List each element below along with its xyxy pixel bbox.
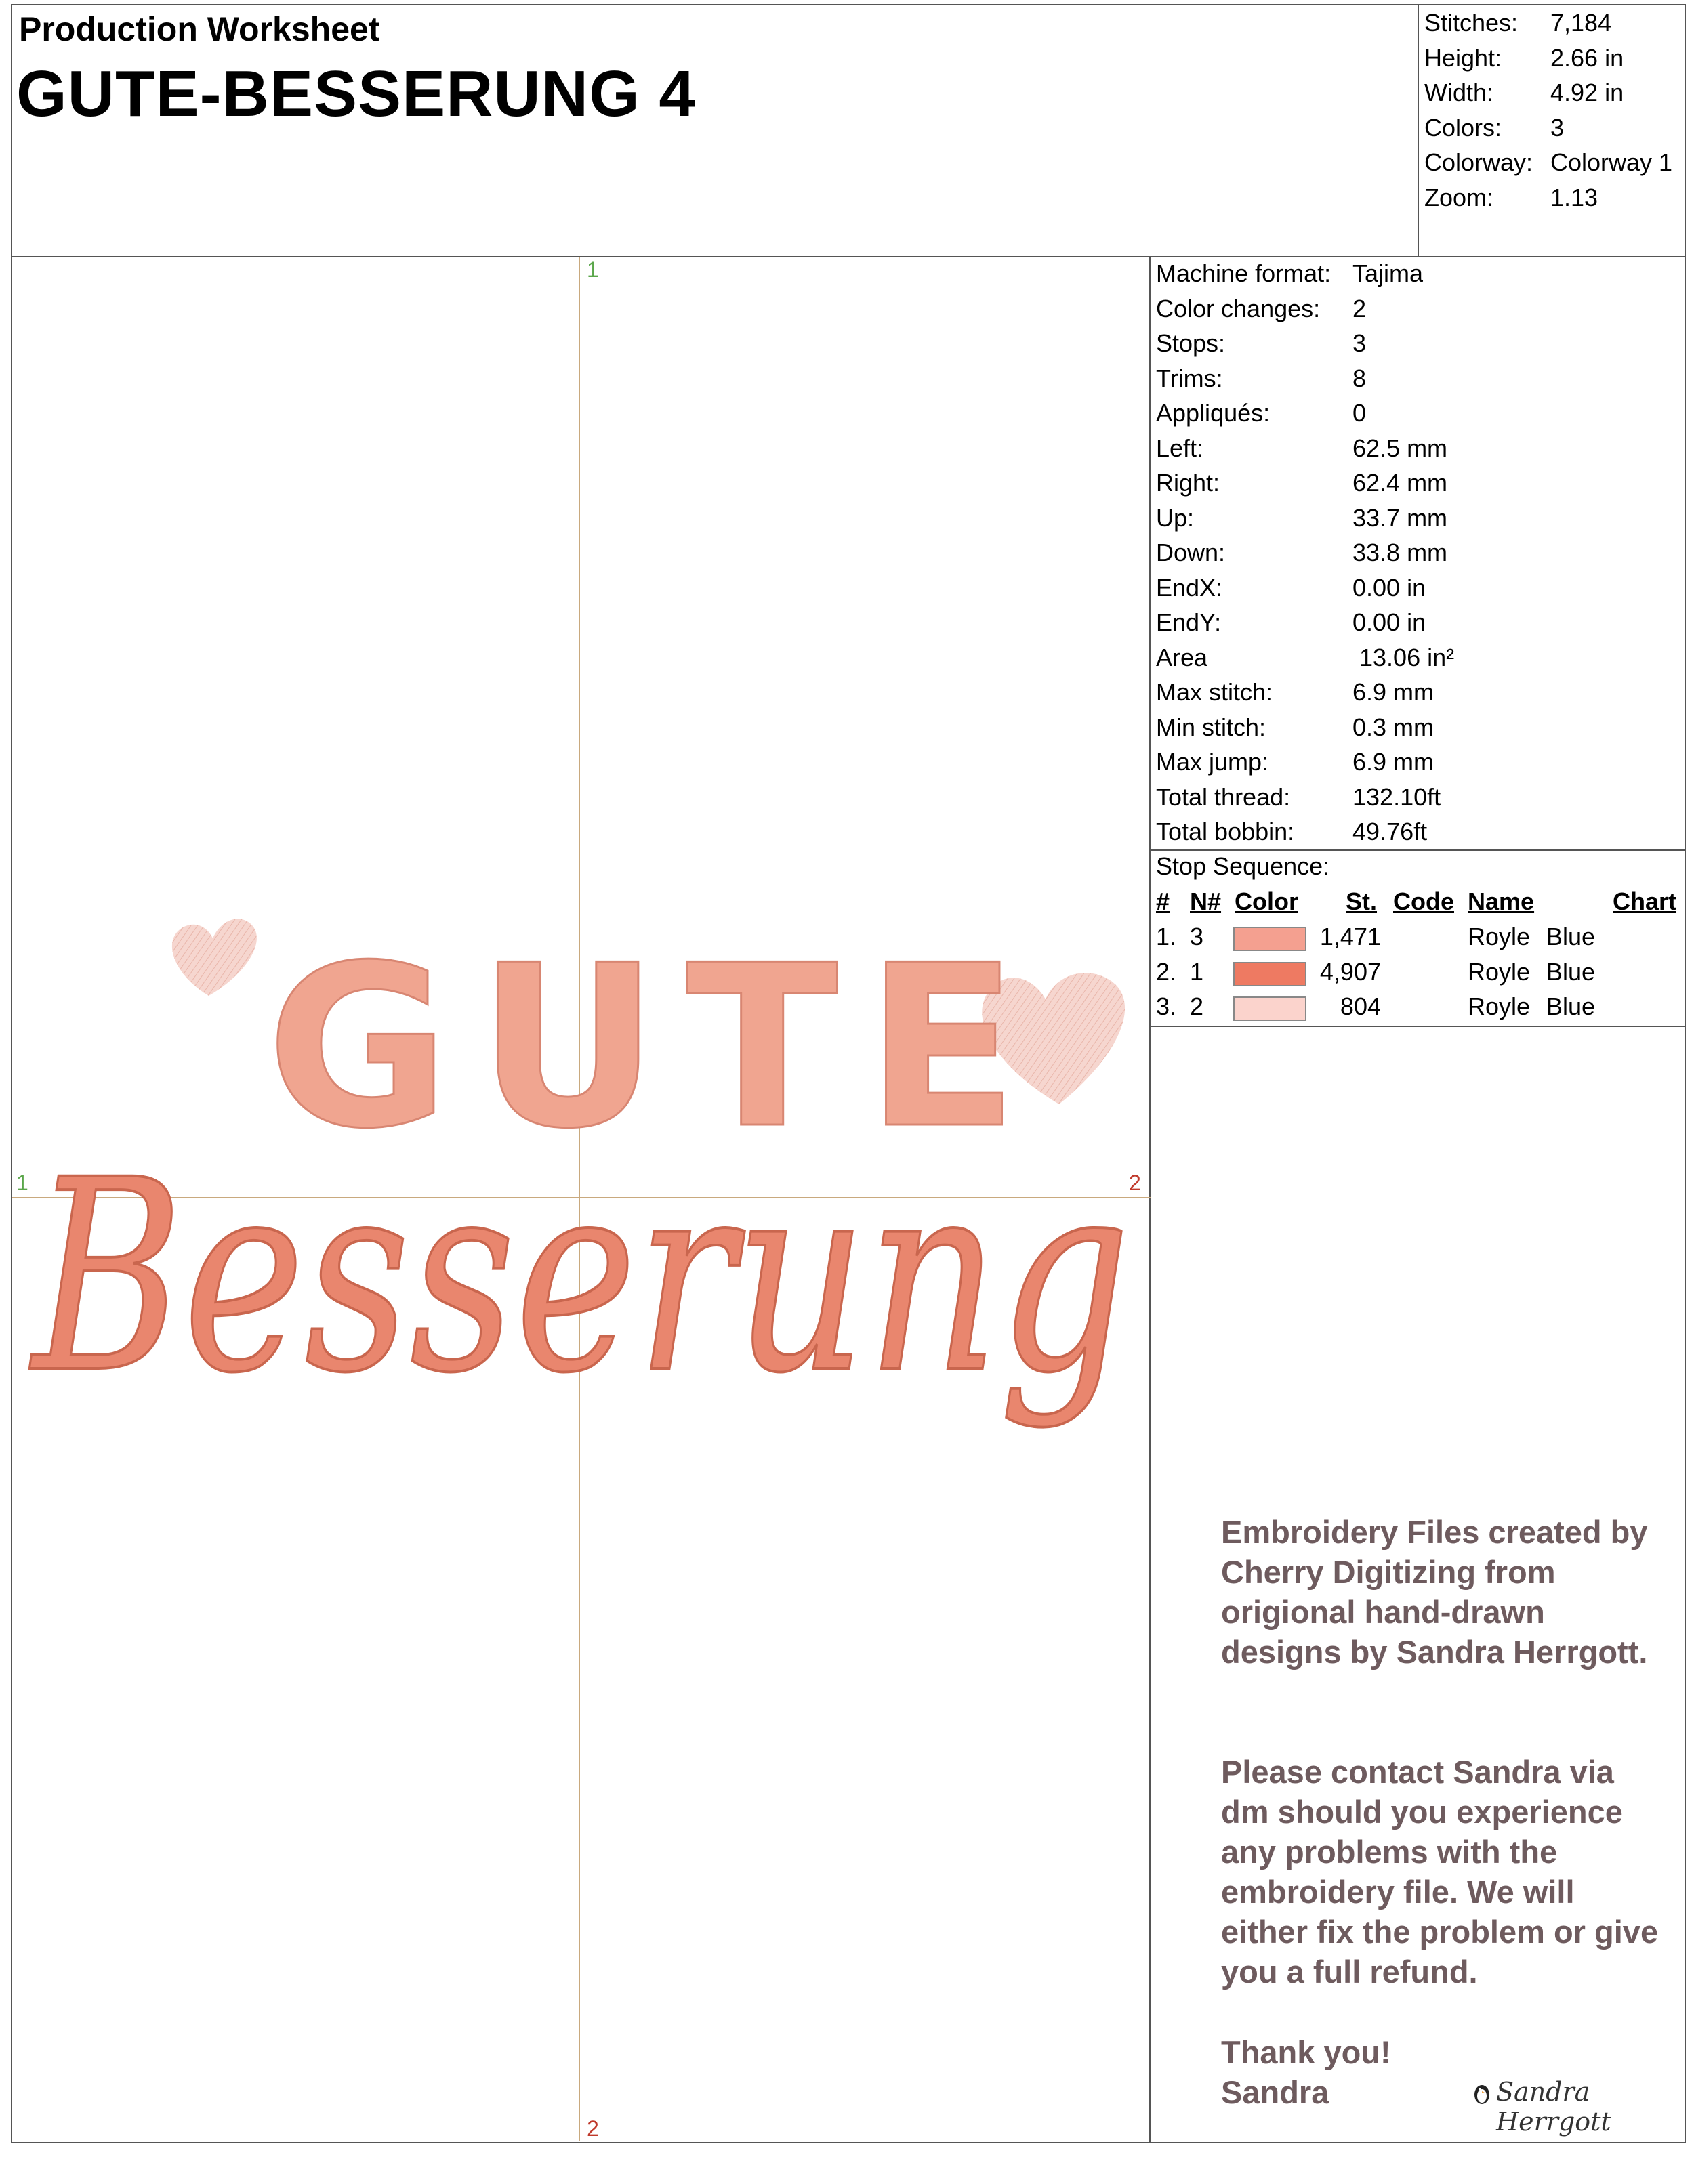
stat-value: 49.76ft [1352, 818, 1428, 845]
summary-value: Colorway 1 [1550, 148, 1673, 176]
thread-chart: Blue [1546, 992, 1596, 1020]
stat-row [1156, 710, 1454, 745]
stat-row [1156, 605, 1454, 640]
stat-row [1156, 431, 1454, 466]
guide-label-right: 2 [1129, 1171, 1141, 1195]
row-number: 3. [1156, 992, 1177, 1020]
worksheet-label: Production Worksheet [19, 10, 380, 48]
guide-label-top: 1 [587, 257, 599, 282]
stat-row [1156, 501, 1454, 536]
note-sign-line: Sandra [1221, 2074, 1329, 2110]
summary-row [1424, 180, 1672, 215]
summary-label: Colorway: [1424, 148, 1533, 176]
stat-row [1156, 640, 1454, 675]
summary-label: Zoom: [1424, 183, 1494, 211]
embroidery-design [12, 840, 1148, 1517]
stat-value: 6.9 mm [1352, 678, 1434, 706]
note-thanks-line: Thank you! [1221, 2034, 1391, 2070]
color-swatch [1233, 962, 1306, 986]
stat-value: 0 [1352, 399, 1367, 427]
stat-value: Tajima [1352, 259, 1424, 287]
stat-value: 6.9 mm [1352, 748, 1434, 776]
stat-label: Machine format: [1156, 259, 1331, 287]
stop-sequence-title: Stop Sequence: [1156, 852, 1330, 880]
summary-value: 3 [1550, 113, 1565, 142]
summary-stats [1424, 5, 1672, 215]
guide-label-left: 1 [16, 1171, 28, 1195]
summary-row [1424, 75, 1672, 110]
thread-chart: Blue [1546, 923, 1596, 950]
thread-name: Royle [1468, 923, 1531, 950]
stat-row [1156, 326, 1454, 361]
summary-row [1424, 145, 1672, 180]
summary-row [1424, 110, 1672, 146]
needle-number: 3 [1190, 923, 1204, 950]
stat-row [1156, 291, 1454, 327]
stat-row [1156, 814, 1454, 849]
stat-row [1156, 675, 1454, 710]
row-number: 1. [1156, 923, 1177, 950]
stat-label: Down: [1156, 539, 1226, 566]
stat-value: 33.8 mm [1352, 539, 1448, 566]
stat-value: 0.00 in [1352, 573, 1426, 602]
stat-value: 13.06 in² [1352, 643, 1455, 671]
heart-left-icon [172, 919, 257, 996]
note-text: Please contact Sandra via dm should you experience any problems with the embroidery file. We will either fix the problem or give you a full refund. [1221, 1754, 1659, 1990]
stats-divider [1149, 256, 1151, 2143]
stat-row [1156, 780, 1454, 815]
stat-row [1156, 396, 1454, 431]
summary-label: Width: [1424, 79, 1494, 106]
color-swatch [1233, 996, 1306, 1021]
stat-row [1156, 744, 1454, 780]
stat-row [1156, 535, 1454, 570]
color-swatch [1233, 927, 1306, 951]
note-paragraph-2 [1221, 1752, 1668, 1992]
summary-value: 2.66 in [1550, 43, 1624, 72]
col-header-name: Name [1468, 887, 1535, 915]
design-word-gute: GUTE [266, 917, 1046, 1177]
row-number: 2. [1156, 957, 1177, 986]
stat-label: Area [1156, 643, 1208, 671]
stitch-count: 1,471 [1319, 923, 1381, 950]
col-header-stitches: St. [1346, 887, 1378, 915]
col-header-code: Code [1393, 887, 1454, 915]
col-header-color: Color [1235, 887, 1298, 915]
stat-label: Total bobbin: [1156, 818, 1295, 845]
stat-value: 0.3 mm [1352, 713, 1434, 741]
thread-name: Royle [1468, 992, 1531, 1020]
stat-label: Max jump: [1156, 748, 1269, 776]
col-header-chart: Chart [1613, 887, 1677, 915]
thread-name: Royle [1468, 957, 1531, 986]
summary-value: 4.92 in [1550, 79, 1624, 106]
stat-label: Appliqués: [1156, 399, 1270, 427]
stat-row [1156, 465, 1454, 501]
note-paragraph-1 [1221, 1512, 1655, 1672]
summary-divider [1418, 4, 1419, 257]
design-word-besserung: Besserung [29, 1123, 1130, 1431]
needle-number: 2 [1190, 992, 1204, 1020]
stop-bottom-divider [1149, 1026, 1686, 1027]
machine-stats [1156, 256, 1454, 849]
stat-label: Left: [1156, 434, 1204, 462]
stat-label: Stops: [1156, 329, 1226, 357]
note-text: Embroidery Files created by Cherry Digitizing from origional hand-drawn designs by Sandra Herrgott. [1221, 1514, 1648, 1670]
needle-number: 1 [1190, 957, 1204, 986]
stat-label: Color changes: [1156, 294, 1321, 322]
stat-value: 2 [1352, 294, 1367, 322]
summary-label: Colors: [1424, 113, 1502, 142]
col-header-needle: N# [1190, 887, 1222, 915]
stat-value: 3 [1352, 329, 1367, 357]
stat-label: Up: [1156, 503, 1195, 532]
footer-divider [11, 2142, 1686, 2143]
thread-chart: Blue [1546, 957, 1596, 986]
stat-label: Trims: [1156, 364, 1223, 392]
summary-label: Stitches: [1424, 9, 1519, 37]
stat-label: EndY: [1156, 608, 1222, 636]
penguin-icon [1472, 2081, 1492, 2105]
stat-row [1156, 570, 1454, 606]
stat-label: Max stitch: [1156, 678, 1273, 706]
guide-label-bottom: 2 [587, 2116, 599, 2141]
note-thanks [1221, 2032, 1391, 2112]
summary-value: 7,184 [1550, 9, 1612, 37]
signature-logo: Sandra Herrgott [1496, 2077, 1611, 2137]
summary-label: Height: [1424, 43, 1502, 72]
stat-label: EndX: [1156, 573, 1223, 602]
col-header-num: # [1156, 887, 1170, 915]
summary-row [1424, 41, 1672, 76]
stat-label: Right: [1156, 469, 1220, 497]
summary-row [1424, 5, 1672, 41]
stat-value: 132.10ft [1352, 782, 1441, 811]
stitch-count: 804 [1340, 992, 1381, 1020]
stat-row [1156, 361, 1454, 396]
stat-value: 33.7 mm [1352, 503, 1448, 532]
stat-value: 8 [1352, 364, 1367, 392]
stitch-count: 4,907 [1319, 957, 1381, 986]
stat-label: Total thread: [1156, 782, 1291, 811]
stat-value: 62.5 mm [1352, 434, 1448, 462]
stat-value: 62.4 mm [1352, 469, 1448, 497]
stat-value: 0.00 in [1352, 608, 1426, 636]
stats-stop-divider [1149, 849, 1686, 851]
stat-row [1156, 256, 1454, 291]
stat-label: Min stitch: [1156, 713, 1266, 741]
summary-value: 1.13 [1550, 183, 1598, 211]
design-name: GUTE-BESSERUNG 4 [16, 58, 696, 130]
